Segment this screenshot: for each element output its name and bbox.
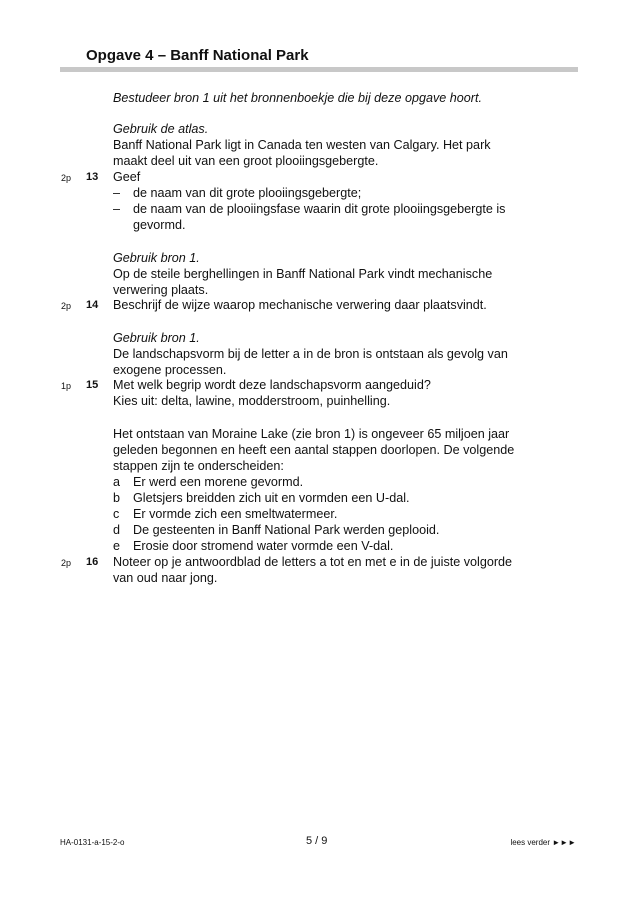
q14-number: 14 [86,299,99,311]
step-text: Gletsjers breidden zich uit en vormden een U-dal. [133,491,410,505]
document-code: HA-0131-a-15-2-o [60,838,125,847]
q15-question: Met welk begrip wordt deze landschapsvorm aangeduid? [113,378,431,392]
q16-number: 16 [86,556,99,568]
q15-question: Kies uit: delta, lawine, modderstroom, puinhelling. [113,394,391,408]
step-letter: e [113,539,121,553]
q16-context-line: geleden begonnen en heeft een aantal stappen doorlopen. De volgende [113,443,515,457]
q14-context-line: Op de steile berghellingen in Banff National Park vindt mechanische [113,267,493,281]
q15-number: 15 [86,379,99,391]
q14-points: 2p [61,301,72,311]
q13-item: de naam van de plooiingsfase waarin dit grote plooiingsgebergte is [133,202,506,216]
q13-item: gevormd. [133,218,186,232]
q13-points: 2p [61,173,72,183]
step-letter: d [113,523,121,537]
page-number: 5 / 9 [306,835,328,847]
q16-points: 2p [61,558,72,568]
q14-instruction: Gebruik bron 1. [113,251,200,265]
q16-question: van oud naar jong. [113,571,218,585]
q15-points: 1p [61,381,72,391]
q14-context-line: verwering plaats. [113,283,209,297]
q15-context-line: exogene processen. [113,363,227,377]
q13-dash: – [113,186,121,200]
q13-number: 13 [86,171,99,183]
title-divider [60,67,578,72]
q14-question: Beschrijf de wijze waarop mechanische verwering daar plaatsvindt. [113,298,487,312]
q13-context-line: maakt deel uit van een groot plooiingsgebergte. [113,154,379,168]
page-title: Opgave 4 – Banff National Park [86,47,309,64]
q13-context-line: Banff National Park ligt in Canada ten westen van Calgary. Het park [113,138,491,152]
q13-dash: – [113,202,121,216]
step-letter: b [113,491,121,505]
q16-context-line: stappen zijn te onderscheiden: [113,459,284,473]
q13-instruction: Gebruik de atlas. [113,122,209,136]
continue-note: lees verder ►►► [510,838,576,847]
step-letter: a [113,475,121,489]
step-letter: c [113,507,120,521]
step-text: De gesteenten in Banff National Park werden geplooid. [133,523,440,537]
q15-instruction: Gebruik bron 1. [113,331,200,345]
step-text: Erosie door stromend water vormde een V-dal. [133,539,394,553]
q15-context-line: De landschapsvorm bij de letter a in de bron is ontstaan als gevolg van [113,347,508,361]
q13-question: Geef [113,170,141,184]
q13-item: de naam van dit grote plooiingsgebergte; [133,186,362,200]
step-text: Er werd een morene gevormd. [133,475,304,489]
step-text: Er vormde zich een smeltwatermeer. [133,507,338,521]
q16-context-line: Het ontstaan van Moraine Lake (zie bron 1) is ongeveer 65 miljoen jaar [113,427,510,441]
q16-question: Noteer op je antwoordblad de letters a tot en met e in de juiste volgorde [113,555,513,569]
intro-instruction: Bestudeer bron 1 uit het bronnenboekje die bij deze opgave hoort. [113,91,482,105]
